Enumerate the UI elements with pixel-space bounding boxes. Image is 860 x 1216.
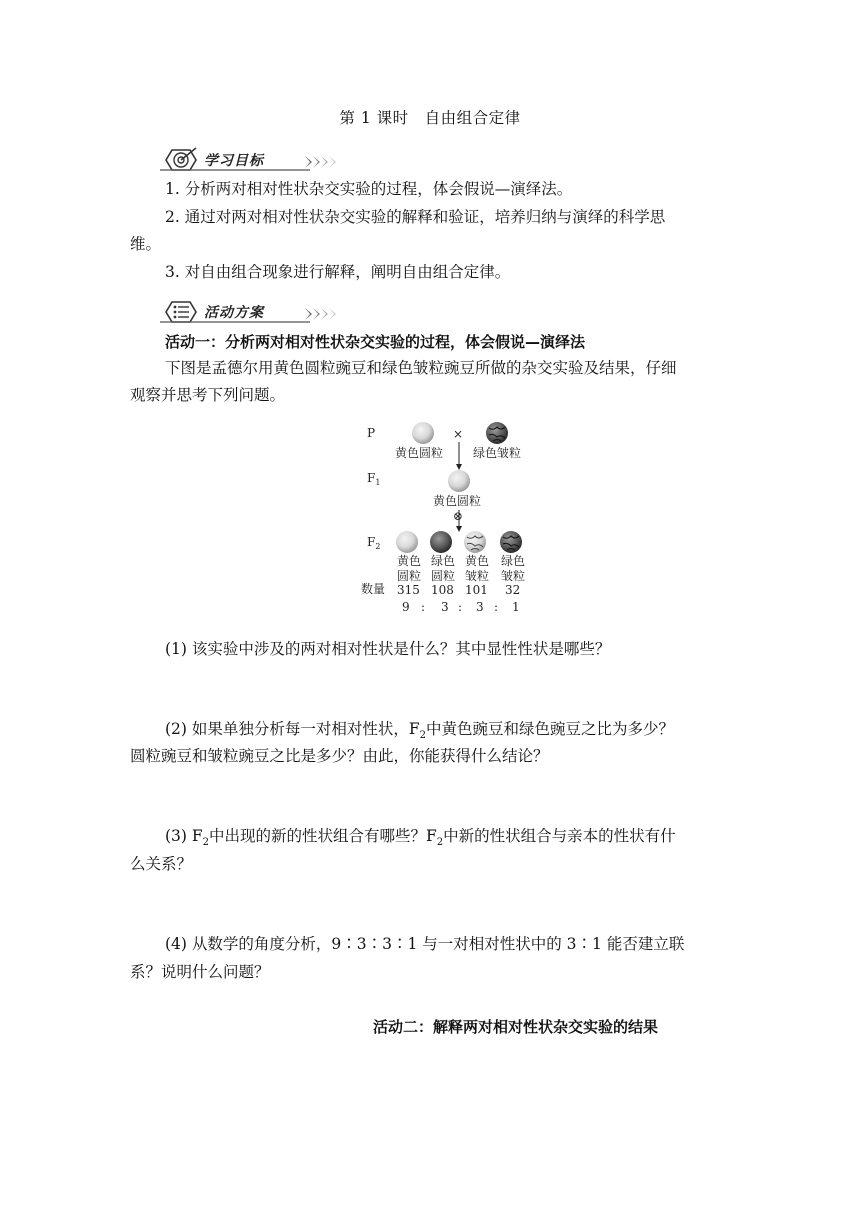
section-badge-label: 学习目标 (204, 153, 264, 169)
question-2-line-1: (2) 如果单独分析每一对相对性状，$F_2$中黄色豌豆和绿色豌豆之比为多少？ (165, 720, 675, 742)
section-badge-activities (160, 298, 340, 324)
question-4-line-2: 系？说明什么问题？ (130, 963, 270, 981)
arrow-head (456, 464, 462, 470)
arrow-head (456, 526, 462, 532)
parent-right-label: 绿色皱粒 (473, 446, 522, 460)
f2-col2-line1: 绿色 (431, 554, 456, 568)
pea-f2-green-round (430, 531, 452, 553)
f2-col3-line2: 皱粒 (465, 569, 490, 583)
pea-yellow-round (412, 422, 434, 444)
ratio-4: 1 (512, 600, 520, 614)
label-f2: $F_2$ (367, 535, 381, 551)
pea-f2-yellow-round (396, 531, 418, 553)
ratio-sep: : (458, 600, 463, 614)
cross-symbol: × (453, 427, 464, 441)
page-title: 第 1 课时 自由组合定律 (339, 109, 521, 127)
f2-col2-line2: 圆粒 (431, 569, 456, 583)
f2-count-1: 315 (397, 583, 420, 597)
question-4-line-1: (4) 从数学的角度分析，9∶3∶3∶1 与一对相对性状中的 3∶1 能否建立联 (165, 935, 685, 953)
label-p: P (367, 426, 376, 440)
f2-col1-line1: 黄色 (397, 554, 422, 568)
question-1: (1) 该实验中涉及的两对相对性状是什么？其中显性性状是哪些？ (165, 640, 611, 658)
question-3-line-1: (3) $F_2$中出现的新的性状组合有哪些？$F_2$中新的性状组合与亲本的性状有什 (165, 827, 676, 849)
section-badge-goals (160, 146, 340, 172)
f2-count-2: 108 (431, 583, 454, 597)
activity-2-title: 活动二：解释两对相对性状杂交实验的结果 (373, 1018, 659, 1036)
f2-count-4: 32 (505, 583, 521, 597)
pea-f2-green-wrinkled (500, 531, 522, 553)
f1-pea-label: 黄色圆粒 (433, 494, 482, 508)
ratio-2: 3 (441, 600, 449, 614)
parent-left-label: 黄色圆粒 (395, 446, 444, 460)
pea-green-wrinkled (486, 422, 508, 444)
f2-col4-line2: 皱粒 (501, 569, 526, 583)
activity-1-title: 活动一：分析两对相对性状杂交实验的过程，体会假说—演绎法 (165, 333, 586, 351)
goal-item-1: 1. 分析两对相对性状杂交实验的过程，体会假说—演绎法。 (165, 180, 573, 198)
pea-f1 (448, 470, 470, 492)
goal-item-2: 2. 通过对两对相对性状杂交实验的解释和验证，培养归纳与演绎的科学思 (165, 208, 666, 226)
count-label: 数量 (361, 582, 386, 596)
intro-line-1: 下图是孟德尔用黄色圆粒豌豆和绿色皱粒豌豆所做的杂交实验及结果，仔细 (165, 359, 677, 377)
intro-line-2: 观察并思考下列问题。 (130, 386, 286, 404)
ratio-3: 3 (476, 600, 484, 614)
question-2-line-2: 圆粒豌豆和皱粒豌豆之比是多少？由此，你能获得什么结论？ (130, 747, 549, 765)
label-f1: $F_1$ (367, 471, 381, 487)
f2-col3-line1: 黄色 (465, 554, 490, 568)
f2-col1-line2: 圆粒 (397, 569, 422, 583)
section-badge-label: 活动方案 (204, 305, 264, 321)
dihybrid-cross-figure (355, 418, 545, 618)
f2-col4-line1: 绿色 (501, 554, 526, 568)
ratio-sep: : (421, 600, 426, 614)
self-symbol: ⊗ (453, 509, 464, 523)
f2-count-3: 101 (465, 583, 488, 597)
goal-item-2-cont: 维。 (130, 235, 162, 253)
question-3-line-2: 么关系？ (130, 855, 193, 873)
goal-item-3: 3. 对自由组合现象进行解释，阐明自由组合定律。 (165, 263, 511, 281)
ratio-sep: : (494, 600, 499, 614)
pea-f2-yellow-wrinkled (464, 531, 486, 553)
ratio-1: 9 (402, 600, 410, 614)
